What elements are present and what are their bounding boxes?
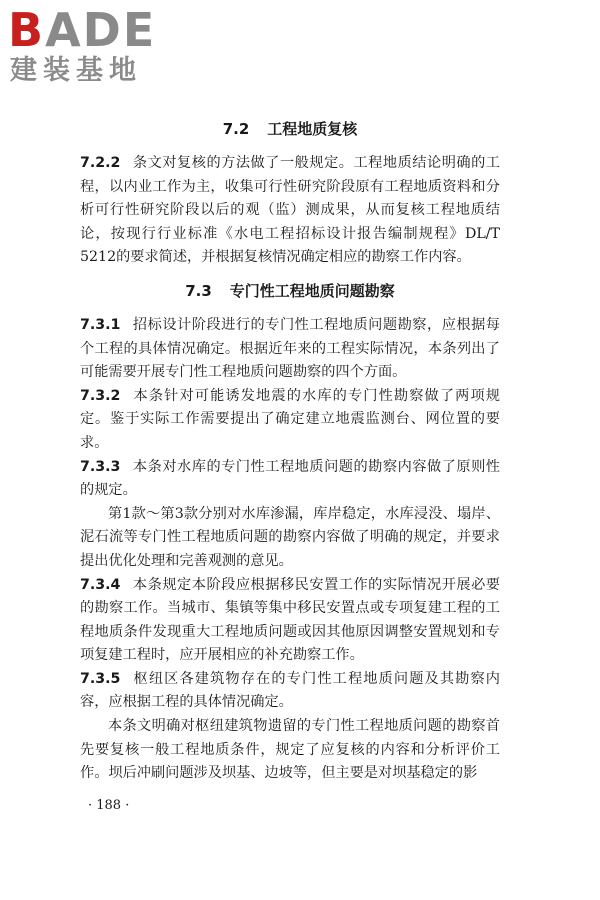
clause-text: 条文对复核的方法做了一般规定。工程地质结论明确的工程，以内业工作为主，收集可行性研究阶段原有工程地质资料和分析可行性研究阶段以后的观（监）测成果，从而复核工程地质结论，按现行行业标准《水电工程招标设计报告编制规程》DL/T 5212的要求简述，并根据复核情况确定相应的勘察工作内容。	[80, 155, 500, 266]
clause-text: 枢纽区各建筑物存在的专门性工程地质问题及其勘察内容，应根据工程的具体情况确定。	[80, 670, 500, 711]
clause-7-3-2	[80, 385, 500, 456]
clause-7-3-4	[80, 574, 500, 668]
clause-number: 7.3.4	[80, 576, 121, 593]
section-number: 7.2	[222, 120, 250, 138]
clause-number: 7.3.3	[80, 458, 121, 475]
clause-number: 7.3.2	[80, 387, 121, 404]
document-page	[80, 118, 500, 786]
clause-text: 本条对水库的专门性工程地质问题的勘察内容做了原则性的规定。	[80, 458, 500, 499]
clause-number: 7.3.5	[80, 670, 121, 687]
clause-7-3-5	[80, 668, 500, 715]
bade-logo	[8, 3, 178, 88]
page-number: · 188 ·	[88, 798, 130, 813]
clause-number: 7.2.2	[80, 155, 121, 171]
section-7-2-title	[80, 118, 500, 140]
clause-text: 本条针对可能诱发地震的水库的专门性勘察做了两项规定。鉴于实际工作需要提出了确定建立地震监测台、网位置的要求。	[80, 387, 500, 451]
logo-main-text: BADE	[8, 3, 157, 57]
clause-text: 本条规定本阶段应根据移民安置工作的实际情况开展必要的勘察工作。当城市、集镇等集中移民安置点或专项复建工程的工程地质条件发现重大工程地质问题或因其他原因调整安置规划和专项复建工程时，应开展相应的补充勘察工作。	[80, 576, 500, 664]
section-title-text: 专门性工程地质问题勘察	[229, 281, 395, 300]
clause-7-3-3	[80, 456, 500, 503]
clause-number: 7.3.1	[80, 316, 121, 333]
section-title-text: 工程地质复核	[267, 120, 358, 138]
section-number: 7.3	[185, 281, 212, 300]
clause-text: 招标设计阶段进行的专门性工程地质问题勘察，应根据每个工程的具体情况确定。根据近年来的工程实际情况，本条列出了可能需要开展专门性工程地质问题勘察的四个方面。	[80, 316, 500, 381]
section-7-3-title	[80, 280, 500, 302]
logo-sub-text: 建装基地	[10, 55, 142, 86]
clause-7-2-2	[80, 152, 500, 270]
paragraph-text: 本条文明确对枢纽建筑物遗留的专门性工程地质问题的勘察首先要复核一般工程地质条件，规定了应复核的内容和分析评价工作。坝后冲刷问题涉及坝基、边坡等，但主要是对坝基稳定的影	[80, 718, 500, 782]
clause-7-3-3-explanation	[80, 503, 500, 574]
paragraph-text: 第1款～第3款分别对水库渗漏，库岸稳定，水库浸没、塌岸、泥石流等专门性工程地质问题的勘察内容做了明确的规定，并要求提出优化处理和完善观测的意见。	[80, 505, 500, 569]
clause-7-3-5-explanation	[80, 715, 500, 786]
clause-7-3-1	[80, 314, 500, 385]
